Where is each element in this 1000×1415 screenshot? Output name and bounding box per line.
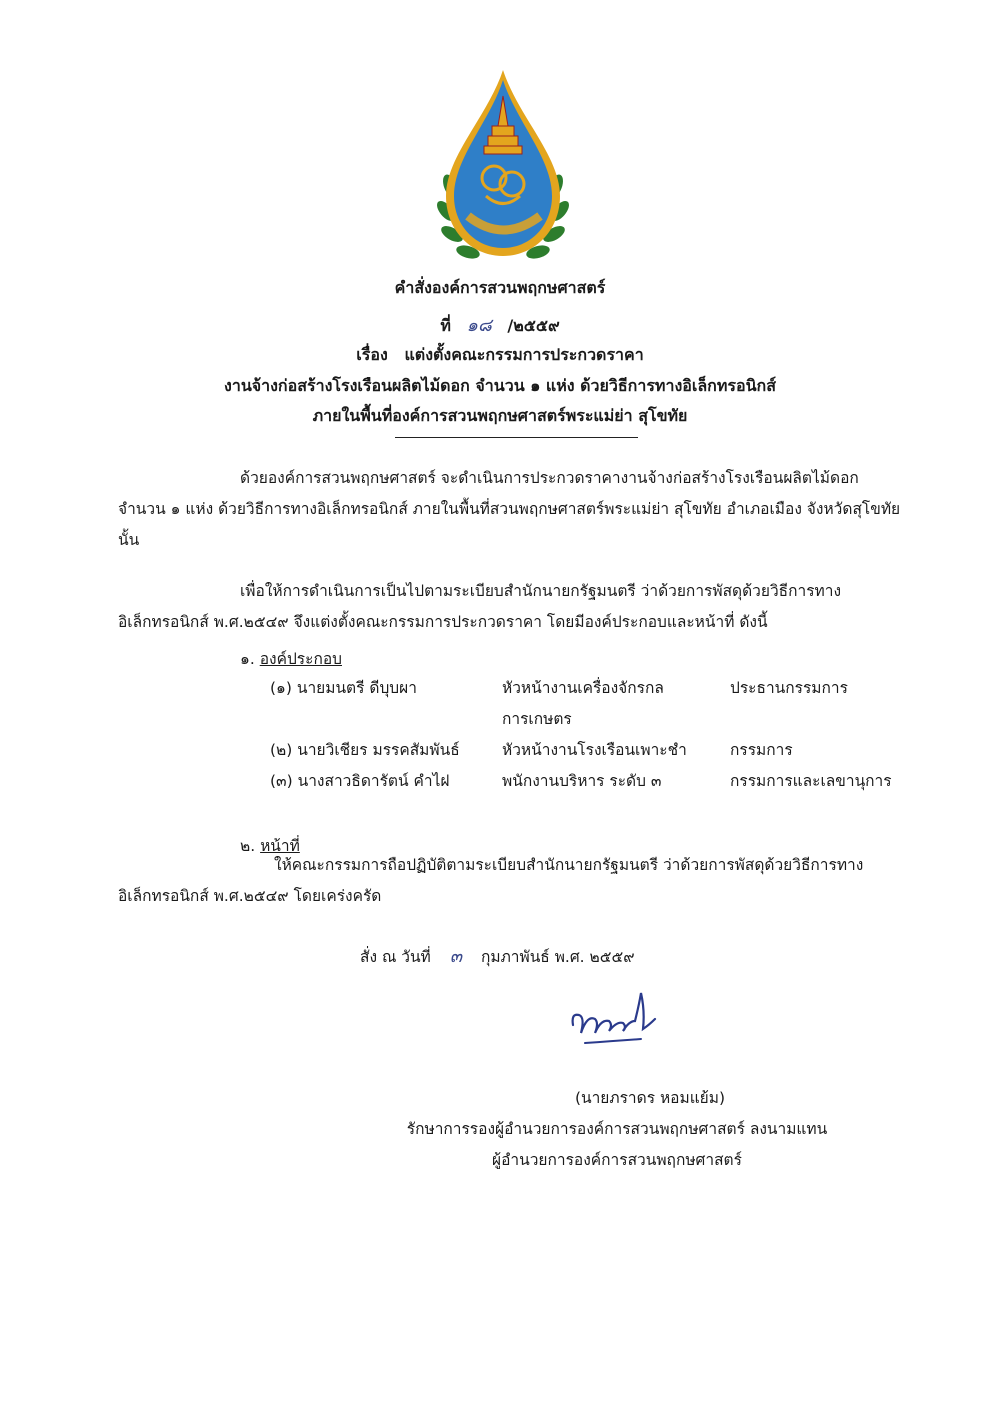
member-position: หัวหน้างานเครื่องจักรกล xyxy=(502,679,664,697)
member-role: ประธานกรรมการ xyxy=(730,679,848,697)
date-month-year: กุมภาพันธ์ พ.ศ. ๒๕๕๙ xyxy=(480,948,635,966)
order-date xyxy=(360,941,635,970)
duty-text: ให้คณะกรรมการถือปฏิบัติตามระเบียบสำนักนายกรัฐมนตรี ว่าด้วยการพัสดุด้วยวิธีการทาง อิเล็กทรอนิกส์ พ.ศ.๒๕๔๙ โดยเคร่งครัด xyxy=(118,856,864,905)
organization-emblem-icon xyxy=(428,66,578,266)
member-role: กรรมการและเลขานุการ xyxy=(730,772,892,790)
order-title: คำสั่งองค์การสวนพฤกษศาสตร์ xyxy=(394,278,606,297)
member-role: กรรมการ xyxy=(730,741,793,759)
section-number: ๑. xyxy=(240,650,255,668)
date-day-handwritten: ๓ xyxy=(449,946,463,967)
section-title: องค์ประกอบ xyxy=(259,650,342,668)
member-name: (๒) นายวิเชียร มรรคสัมพันธ์ xyxy=(270,741,460,759)
order-number-line xyxy=(0,310,1000,339)
subject-text: แต่งตั้งคณะกรรมการประกวดราคา xyxy=(404,345,644,364)
number-prefix: ที่ xyxy=(440,316,451,335)
subject-line-3: ภายในพื้นที่องค์การสวนพฤกษศาสตร์พระแม่ย่า สุโขทัย xyxy=(312,406,688,425)
subject-label: เรื่อง xyxy=(356,345,388,364)
member-position: พนักงานบริหาร ระดับ ๓ xyxy=(502,772,662,790)
signature-icon xyxy=(565,985,665,1060)
signer-authority: ผู้อำนวยการองค์การสวนพฤกษศาสตร์ xyxy=(492,1151,742,1169)
number-year: /๒๕๕๙ xyxy=(507,316,560,335)
section-number: ๒. xyxy=(240,837,256,855)
section-title: หน้าที่ xyxy=(260,837,300,855)
signer-name: (นายภราดร หอมแย้ม) xyxy=(574,1089,726,1107)
paragraph-intro: ด้วยองค์การสวนพฤกษศาสตร์ จะดำเนินการประกวดราคางานจ้างก่อสร้างโรงเรือนผลิตไม้ดอก จำนวน ๑ แห่ง ด้วยวิธีการทางอิเล็กทรอนิกส์ ภายในพื้นที่สวนพฤกษศาสตร์พระแม่ย่า สุโขทัย อำเภอเมือง จังหวัดสุโขทัย นั้น xyxy=(118,469,901,549)
order-number-handwritten: ๑๘ xyxy=(466,315,492,336)
member-position: หัวหน้างานโรงเรือนเพาะชำ xyxy=(502,741,687,759)
member-name: (๓) นางสาวธิดารัตน์ คำไฝ xyxy=(270,772,450,790)
member-name: (๑) นายมนตรี ดีบุบผา xyxy=(270,679,417,697)
header-divider xyxy=(395,437,638,438)
date-prefix: สั่ง ณ วันที่ xyxy=(360,948,431,966)
subject-line-1 xyxy=(0,343,1000,368)
paragraph-regulation: เพื่อให้การดำเนินการเป็นไปตามระเบียบสำนักนายกรัฐมนตรี ว่าด้วยการพัสดุด้วยวิธีการทาง อิเล็กทรอนิกส์ พ.ศ.๒๕๔๙ จึงแต่งตั้งคณะกรรมการประกวดราคา โดยมีองค์ประกอบและหน้าที่ ดังนี้ xyxy=(118,582,842,631)
signer-position: รักษาการรองผู้อำนวยการองค์การสวนพฤกษศาสตร์ ลงนามแทน xyxy=(406,1120,828,1138)
section-composition-heading xyxy=(240,646,342,671)
subject-line-2: งานจ้างก่อสร้างโรงเรือนผลิตไม้ดอก จำนวน ๑ แห่ง ด้วยวิธีการทางอิเล็กทรอนิกส์ xyxy=(224,376,776,395)
member-position-cont: การเกษตร xyxy=(502,710,572,728)
